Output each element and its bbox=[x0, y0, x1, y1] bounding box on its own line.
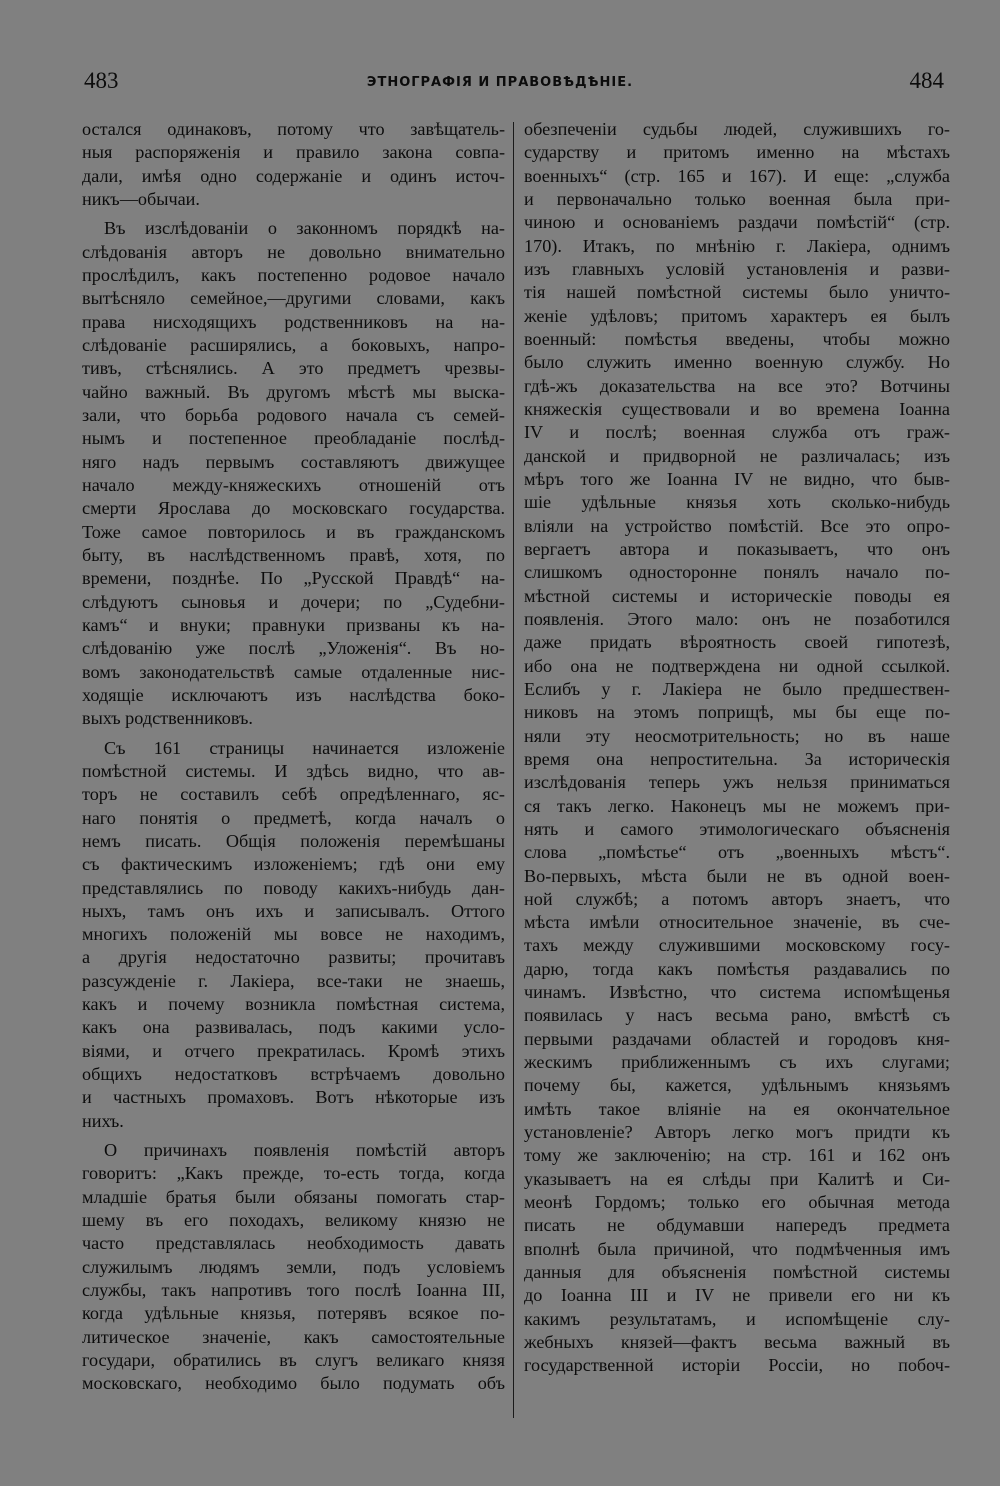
text-line: тахъ между служившими московскому госу- bbox=[524, 935, 950, 956]
text-line: нихъ. bbox=[82, 1110, 124, 1131]
text-line: шему въ его походахъ, великому князю не bbox=[82, 1210, 505, 1231]
text-line: установленіе? Авторъ легко могъ придти къ bbox=[524, 1122, 950, 1143]
text-line: представлялись по поводу какихъ-нибудь дан- bbox=[82, 877, 505, 898]
text-line: военныхъ“ (стр. 165 и 167). И еще: „служба bbox=[524, 165, 950, 186]
text-line: изъ главныхъ условій установленія и разви- bbox=[524, 258, 950, 279]
page-number-left: 483 bbox=[84, 68, 119, 93]
text-line: дарю, тогда какъ помѣстья раздавались по bbox=[524, 958, 950, 979]
column-divider bbox=[513, 122, 514, 1418]
text-line: и частныхъ промаховъ. Вотъ нѣкоторые изъ bbox=[82, 1087, 505, 1108]
text-line: государи, обратились въ слугъ великаго князя bbox=[82, 1350, 505, 1371]
text-line: вомъ законодательствѣ самые отдаленные нис- bbox=[82, 661, 505, 682]
text-line: прослѣдилъ, какъ постепенно родовое начало bbox=[82, 264, 505, 285]
text-line: тивъ, стѣснялись. А это предметъ чрезвы- bbox=[82, 358, 505, 379]
text-line: Съ 161 страницы начинается изложеніе bbox=[104, 737, 505, 758]
text-line: Тоже самое повторилось и въ гражданскомъ bbox=[82, 521, 505, 542]
text-line: данныя для объясненія помѣстной системы bbox=[524, 1262, 950, 1283]
text-line: Въ изслѣдованіи о законномъ порядкѣ на- bbox=[104, 218, 505, 239]
text-line: тія нашей помѣстной системы было уничто- bbox=[524, 282, 950, 303]
text-line: службы, такъ напротивъ того послѣ Іоанна III, bbox=[82, 1280, 505, 1301]
text-line: О причинахъ появленія помѣстій авторъ bbox=[104, 1140, 505, 1161]
text-line: шіе удѣльные князья хоть сколько-нибудь bbox=[524, 492, 950, 513]
text-line: права нисходящихъ родственниковъ на на- bbox=[82, 311, 505, 332]
text-line: гдѣ-жъ доказательства на все это? Вотчины bbox=[524, 375, 950, 396]
text-line: даже придать вѣроятность своей гипотезѣ, bbox=[524, 632, 950, 653]
right-column bbox=[524, 118, 950, 1378]
text-line: дали, имѣя одно содержаніе и одинъ источ- bbox=[82, 165, 505, 186]
text-line: ибо она не подтверждена ни одной ссылкой. bbox=[524, 655, 950, 676]
text-line: времени, позднѣе. По „Русской Правдѣ“ на- bbox=[82, 568, 505, 589]
text-line: віями, и отчего прекратилась. Кромѣ этихъ bbox=[82, 1040, 505, 1061]
text-line: слѣдованію уже послѣ „Уложенія“. Въ но- bbox=[82, 638, 505, 659]
left-column bbox=[82, 118, 505, 1396]
text-line: данской и придворной не различалась; изъ bbox=[524, 445, 950, 466]
text-line: говоритъ: „Какъ прежде, то-есть тогда, когда bbox=[82, 1163, 505, 1184]
running-title: ЭТНОГРАФІЯ И ПРАВОВѢДѢНІЕ. bbox=[366, 75, 634, 90]
text-line: тому же заключенію; на стр. 161 и 162 онъ bbox=[524, 1145, 950, 1166]
text-line: остался одинаковъ, потому что завѣщатель- bbox=[82, 119, 505, 139]
text-line: никъ—обычаи. bbox=[82, 188, 200, 209]
text-line: княжескія существовали и во времена Іоанна bbox=[524, 398, 950, 419]
text-line: смерти Ярослава до московскаго государства. bbox=[82, 498, 505, 519]
text-line: няли эту неосмотрительность; но въ наше bbox=[524, 725, 950, 746]
text-line: начало между-княжескихъ отношеній отъ bbox=[82, 474, 505, 495]
text-line: военный: помѣстья введены, чтобы можно bbox=[524, 328, 950, 349]
text-line: литическое значеніе, какъ самостоятельные bbox=[82, 1326, 505, 1347]
text-line: чайно важный. Въ другомъ мѣстѣ мы выска- bbox=[82, 381, 505, 402]
text-line: государственной исторіи Россіи, но побоч- bbox=[524, 1355, 950, 1376]
text-line: общихъ недостатковъ встрѣчаемъ довольно bbox=[82, 1064, 505, 1085]
text-line: ся такъ легко. Наконецъ мы не можемъ при- bbox=[524, 795, 950, 816]
text-line: ныхъ, тамъ онъ ихъ и записывалъ. Оттого bbox=[82, 900, 505, 921]
text-line: вполнѣ была причиной, что подмѣченныя имъ bbox=[524, 1238, 950, 1259]
text-line: торъ не составилъ себѣ опредѣленнаго, яс- bbox=[82, 784, 505, 805]
text-line: слова „помѣстье“ отъ „военныхъ мѣстъ“. bbox=[524, 842, 950, 863]
text-line: мѣста имѣли относительное значеніе, въ сче- bbox=[524, 912, 950, 933]
text-line: часто представлялась необходимость давать bbox=[82, 1233, 505, 1254]
text-line: слишкомъ односторонне понялъ начало по- bbox=[524, 562, 950, 583]
text-line: какъ и почему возникла помѣстная система, bbox=[82, 994, 505, 1015]
text-line: 170). Итакъ, по мнѣнію г. Лакіера, однимъ bbox=[524, 235, 950, 256]
text-line: слѣдованія авторъ не довольно внимательно bbox=[82, 241, 505, 262]
text-line: время она непростительна. За историческія bbox=[524, 748, 950, 769]
text-line: няго надъ первымъ составляютъ движущее bbox=[82, 451, 505, 472]
text-line: какимъ результатамъ, и испомѣщеніе слу- bbox=[524, 1308, 950, 1329]
text-line: сударству и притомъ именно на мѣстахъ bbox=[524, 142, 950, 163]
text-line: служилымъ людямъ земли, подъ условіемъ bbox=[82, 1256, 505, 1277]
text-line: ной службѣ; а потомъ авторъ знаетъ, что bbox=[524, 888, 950, 909]
text-line: было служить именно военную службу. Но bbox=[524, 352, 950, 373]
text-line: младшіе братья были обязаны помогать стар- bbox=[82, 1186, 505, 1207]
text-line: ныя распоряженія и правило закона совпа- bbox=[82, 142, 505, 163]
text-line: меонѣ Гордомъ; только его обычная метода bbox=[524, 1192, 950, 1213]
text-line: нять и самого этимологическаго объясненія bbox=[524, 818, 950, 839]
text-line: немъ писать. Общія положенія перемѣшаны bbox=[82, 830, 505, 851]
text-line: ходящіе исключаютъ изъ наслѣдства боко- bbox=[82, 684, 505, 705]
text-line: и первоначально только военная была при- bbox=[524, 188, 950, 209]
text-line: чиною и основаніемъ раздачи помѣстій“ (стр. bbox=[524, 212, 950, 233]
text-line: жебныхъ князей—фактъ весьма важный въ bbox=[524, 1332, 950, 1353]
text-line: вытѣсняло семейное,—другими словами, какъ bbox=[82, 288, 505, 309]
text-line: Еслибъ у г. Лакіера не было предшествен- bbox=[524, 678, 950, 699]
text-line: изслѣдованія теперь ужъ нельзя приниматься bbox=[524, 772, 950, 793]
text-line: первыми раздачами областей и городовъ кня- bbox=[524, 1028, 950, 1049]
text-line: слѣдуютъ сыновья и дочери; по „Судебни- bbox=[82, 591, 505, 612]
text-line: московскаго, необходимо было подумать объ bbox=[82, 1373, 505, 1394]
text-line: слѣдованіе расширялись, а боковыхъ, напро- bbox=[82, 334, 505, 355]
text-line: помѣстной системы. И здѣсь видно, что ав- bbox=[82, 760, 505, 781]
text-line: почему бы, кажется, удѣльнымъ князьямъ bbox=[524, 1075, 950, 1096]
running-header bbox=[0, 68, 1000, 98]
text-line: IV и послѣ; военная служба отъ граж- bbox=[524, 422, 950, 443]
text-line: когда удѣльные князья, потерявъ всякое по- bbox=[82, 1303, 505, 1324]
text-line: чинамъ. Извѣстно, что система испомѣщенья bbox=[524, 982, 950, 1003]
text-line: зали, что борьба родового начала съ семей- bbox=[82, 404, 505, 425]
text-line: камъ“ и внуки; правнуки призваны къ на- bbox=[82, 614, 505, 635]
text-line: наго понятія о предметѣ, когда началъ о bbox=[82, 807, 505, 828]
text-line: мѣстной системы и историческіе поводы ея bbox=[524, 585, 950, 606]
text-line: Во-первыхъ, мѣста были не въ одной воен- bbox=[524, 865, 950, 886]
text-line: имѣть такое вліяніе на ея окончательное bbox=[524, 1098, 950, 1119]
text-line: быту, въ наслѣдственномъ правѣ, хотя, по bbox=[82, 544, 505, 565]
text-line: до Іоанна III и IV не привели его ни къ bbox=[524, 1285, 950, 1306]
text-line: съ фактическимъ изложеніемъ; гдѣ они ему bbox=[82, 854, 505, 875]
text-line: какъ она развивалась, подъ какими усло- bbox=[82, 1017, 505, 1038]
text-line: многихъ положеній мы вовсе не находимъ, bbox=[82, 924, 505, 945]
text-line: нымъ и постепенное преобладаніе послѣд- bbox=[82, 428, 505, 449]
page-number-right: 484 bbox=[909, 68, 944, 93]
text-line: вергаетъ автора и показываетъ, что онъ bbox=[524, 538, 950, 559]
text-line: выхъ родственниковъ. bbox=[82, 708, 253, 729]
text-line: указываетъ на ея слѣды при Калитѣ и Си- bbox=[524, 1168, 950, 1189]
text-line: а другія недостаточно развиты; прочитавъ bbox=[82, 947, 505, 968]
text-line: никовъ на этомъ поприщѣ, мы бы еще по- bbox=[524, 702, 950, 723]
text-line: обезпеченіи судьбы людей, служившихъ го- bbox=[524, 119, 950, 139]
text-line: мѣръ того же Іоанна IV не видно, что быв- bbox=[524, 468, 950, 489]
text-line: жескимъ приближеннымъ съ ихъ слугами; bbox=[524, 1052, 950, 1073]
text-line: вліяли на устройство помѣстій. Все это опро- bbox=[524, 515, 950, 536]
text-line: появилась у насъ весьма рано, вмѣстѣ съ bbox=[524, 1005, 950, 1026]
text-line: писать не обдумавши напередъ предмета bbox=[524, 1215, 950, 1236]
text-line: женіе удѣловъ; притомъ характеръ ея былъ bbox=[524, 305, 950, 326]
text-line: разсужденіе г. Лакіера, все-таки не знаешь, bbox=[82, 970, 505, 991]
text-line: появленія. Этого мало: онъ не позаботился bbox=[524, 608, 950, 629]
